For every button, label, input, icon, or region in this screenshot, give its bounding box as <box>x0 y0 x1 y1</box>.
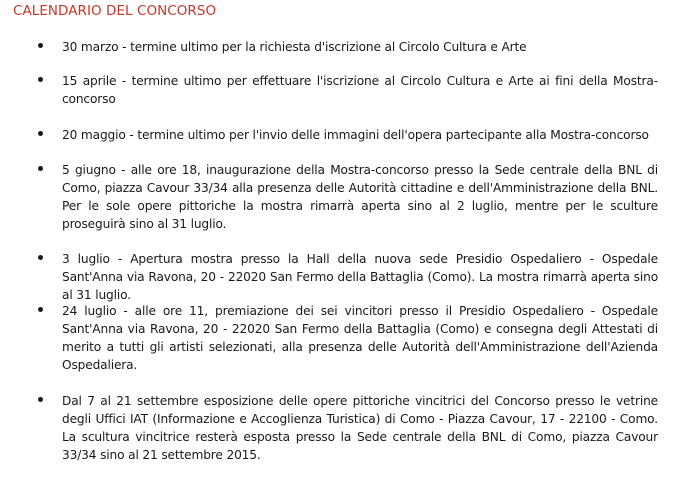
list-item-text: 15 aprile - termine ultimo per effettuare l'iscrizione al Circolo Cultura e Arte ai fini della Mostra-concorso <box>62 74 658 106</box>
section-title: CALENDARIO DEL CONCORSO <box>13 3 217 19</box>
bullet-icon <box>38 77 43 82</box>
bullet-icon <box>38 255 43 260</box>
bullet-icon <box>38 397 43 402</box>
bullet-icon <box>38 307 43 312</box>
list-item-text: 24 luglio - alle ore 11, premiazione dei sei vincitori presso il Presidio Ospedaliero - Ospedale Sant'Anna via Ravona, 20 - 22020 San Fermo della Battaglia (Como) e consegna degli Attestati di merito a tutti gli artisti selezionati, alla presenza delle Autorità dell'Amministrazione dell'Azienda Ospedaliera. <box>62 304 658 372</box>
list-item-text: Dal 7 al 21 settembre esposizione delle opere pittoriche vincitrici del Concorso presso le vetrine degli Uffici IAT (Informazione e Accoglienza Turistica) di Como - Piazza Cavour, 17 - 22100 - Como. La scultura vincitrice resterà esposta presso la Sede centrale della BNL di Como, piazza Cavour 33/34 sino al 21 settembre 2015. <box>62 394 658 462</box>
list-item-text: 20 maggio - termine ultimo per l'invio delle immagini dell'opera partecipante alla Mostra-concorso <box>62 128 649 142</box>
list-item-text: 30 marzo - termine ultimo per la richiesta d'iscrizione al Circolo Cultura e Arte <box>62 40 527 54</box>
bullet-icon <box>38 166 43 171</box>
list-item-text: 3 luglio - Apertura mostra presso la Hall della nuova sede Presidio Ospedaliero - Ospedale Sant'Anna via Ravona, 20 - 22020 San Fermo della Battaglia (Como). La mostra rimarrà aperta sino al 31 luglio. <box>62 252 658 302</box>
list-item-text: 5 giugno - alle ore 18, inaugurazione della Mostra-concorso presso la Sede centrale della BNL di Como, piazza Cavour 33/34 alla presenza delle Autorità cittadine e dell'Amministrazione della BNL. Per le sole opere pittoriche la mostra rimarrà aperta sino al 2 luglio, mentre per le sculture proseguirà sino al 31 luglio. <box>62 163 658 231</box>
bullet-icon <box>38 131 43 136</box>
bullet-icon <box>38 43 43 48</box>
